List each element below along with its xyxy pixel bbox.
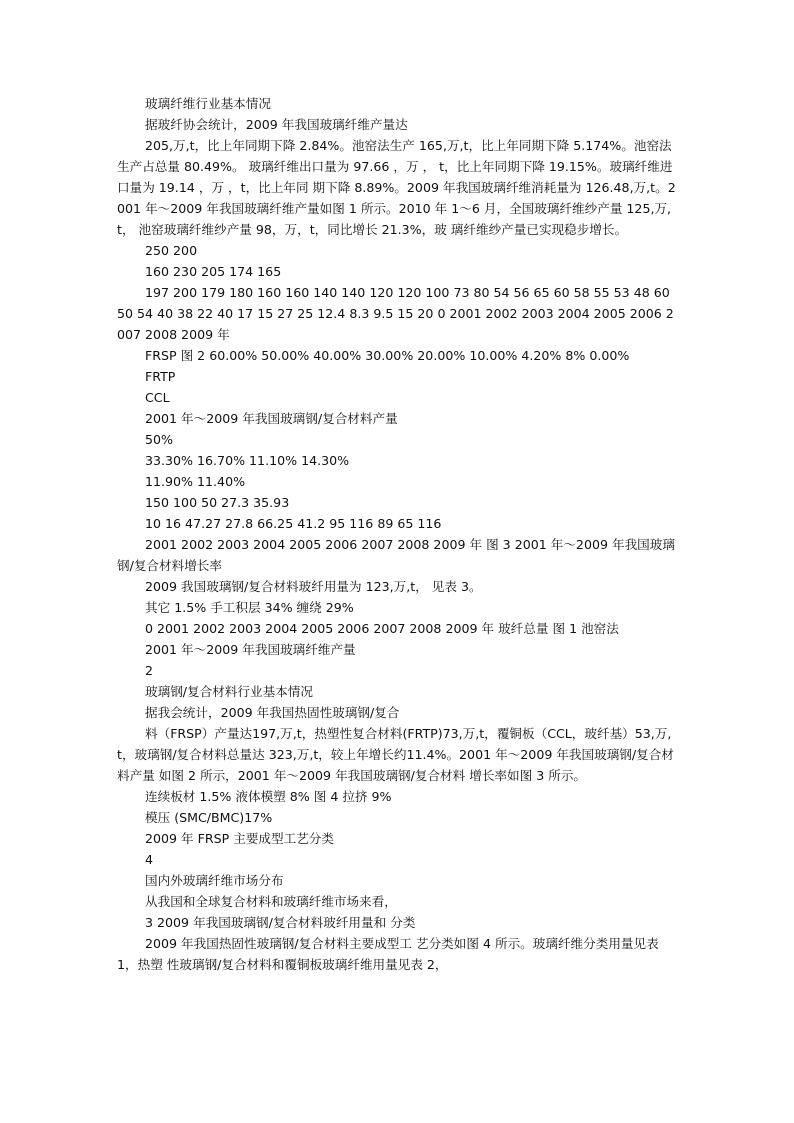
- chart-residue-line: FRTP: [145, 369, 176, 384]
- figure-caption: 2009 年 FRSP 主要成型工艺分类: [145, 831, 334, 846]
- chart-residue-line: 11.90% 11.40%: [145, 474, 246, 489]
- chart-residue-line: 160 230 205 174 165: [145, 264, 282, 279]
- paragraph: 据我会统计，2009 年我国热固性玻璃钢/复合: [145, 705, 400, 720]
- chart-residue-line: 连续板材 1.5% 液体模塑 8% 图 4 拉挤 9%: [145, 789, 392, 804]
- section-heading-frp: 玻璃钢/复合材料行业基本情况: [145, 684, 313, 699]
- chart-residue-line: 250 200: [145, 243, 198, 258]
- chart-residue-line: FRSP 图 2 60.00% 50.00% 40.00% 30.00% 20.00% 10.00% 4.20% 8% 0.00%: [145, 348, 630, 363]
- section-heading-glassfiber: 玻璃纤维行业基本情况: [145, 96, 271, 111]
- section-number: 2: [145, 663, 154, 678]
- chart-residue-line: CCL: [145, 390, 170, 405]
- paragraph: 2009 年我国热固性玻璃钢/复合材料主要成型工 艺分类如图 4 所示。玻璃纤维分类用量见表 1，热塑 性玻璃钢/复合材料和覆铜板玻璃纤维用量见表 2，: [117, 936, 659, 972]
- chart-residue-line: 其它 1.5% 手工积层 34% 缠绕 29%: [145, 600, 354, 615]
- paragraph: 据玻纤协会统计，2009 年我国玻璃纤维产量达: [145, 117, 408, 132]
- chart-residue-line: 0 2001 2002 2003 2004 2005 2006 2007 2008 2009 年 玻纤总量 图 1 池窑法: [145, 621, 619, 636]
- paragraph: 料（FRSP）产量达197,万,t，热塑性复合材料(FRTP)73,万,t，覆铜板（CCL，玻纤基）53,万,t，玻璃钢/复合材料总量达 323,万,t，较上年增长约11.4%。2001 年～2009 年我国玻璃钢/复合材料产量 如图 2 所示，2001 年～2009 年我国玻璃钢/复合材料 增长率如图 3 所示。: [117, 726, 674, 783]
- paragraph: 2009 我国玻璃钢/复合材料玻纤用量为 123,万,t， 见表 3。: [145, 579, 482, 594]
- paragraph: 205,万,t，比上年同期下降 2.84%。池窑法生产 165,万,t，比上年同期下降 5.174%。池窑法生产占总量 80.49%。 玻璃纤维出口量为 97.66 ，万 ， t，比上年同期下降 19.15%。玻璃纤维进口量为 19.14 ，万 ，t，比上年同 期下降 8.89%。2009 年我国玻璃纤维消耗量为 126.48,万,t。2001 年～2009 年我国玻璃纤维产量如图 1 所示。2010 年 1～6 月，全国玻璃纤维纱产量 125,万,t， 池窑玻璃纤维纱产量 98，万，t，同比增长 21.3%，玻 璃纤维纱产量已实现稳步增长。: [117, 138, 676, 237]
- figure-caption: 2001 2002 2003 2004 2005 2006 2007 2008 2009 年 图 3 2001 年～2009 年我国玻璃钢/复合材料增长率: [117, 537, 675, 573]
- chart-residue-line: 197 200 179 180 160 160 140 140 120 120 100 73 80 54 56 65 60 58 55 53 48 60 50 54 40 38 22 40 17 15 27 25 12.4 8.3 9.5 15 20 0 2001 2002 2003 2004 2005 2006 2007 2008 2009 年: [117, 285, 674, 342]
- chart-residue-line: 33.30% 16.70% 11.10% 14.30%: [145, 453, 350, 468]
- chart-residue-line: 150 100 50 27.3 35.93: [145, 495, 290, 510]
- section-number: 4: [145, 852, 154, 867]
- chart-residue-line: 50%: [145, 432, 173, 447]
- section-heading-market: 国内外玻璃纤维市场分布: [145, 873, 284, 888]
- chart-residue-line: 模压 (SMC/BMC)17%: [145, 810, 273, 825]
- paragraph: 从我国和全球复合材料和玻璃纤维市场来看，: [145, 894, 397, 909]
- document-body: [117, 93, 679, 975]
- chart-residue-line: 10 16 47.27 27.8 66.25 41.2 95 116 89 65 116: [145, 516, 442, 531]
- figure-caption: 2001 年～2009 年我国玻璃纤维产量: [145, 642, 356, 657]
- section-heading-usage: 3 2009 年我国玻璃钢/复合材料玻纤用量和 分类: [145, 915, 416, 930]
- figure-caption: 2001 年～2009 年我国玻璃钢/复合材料产量: [145, 411, 398, 426]
